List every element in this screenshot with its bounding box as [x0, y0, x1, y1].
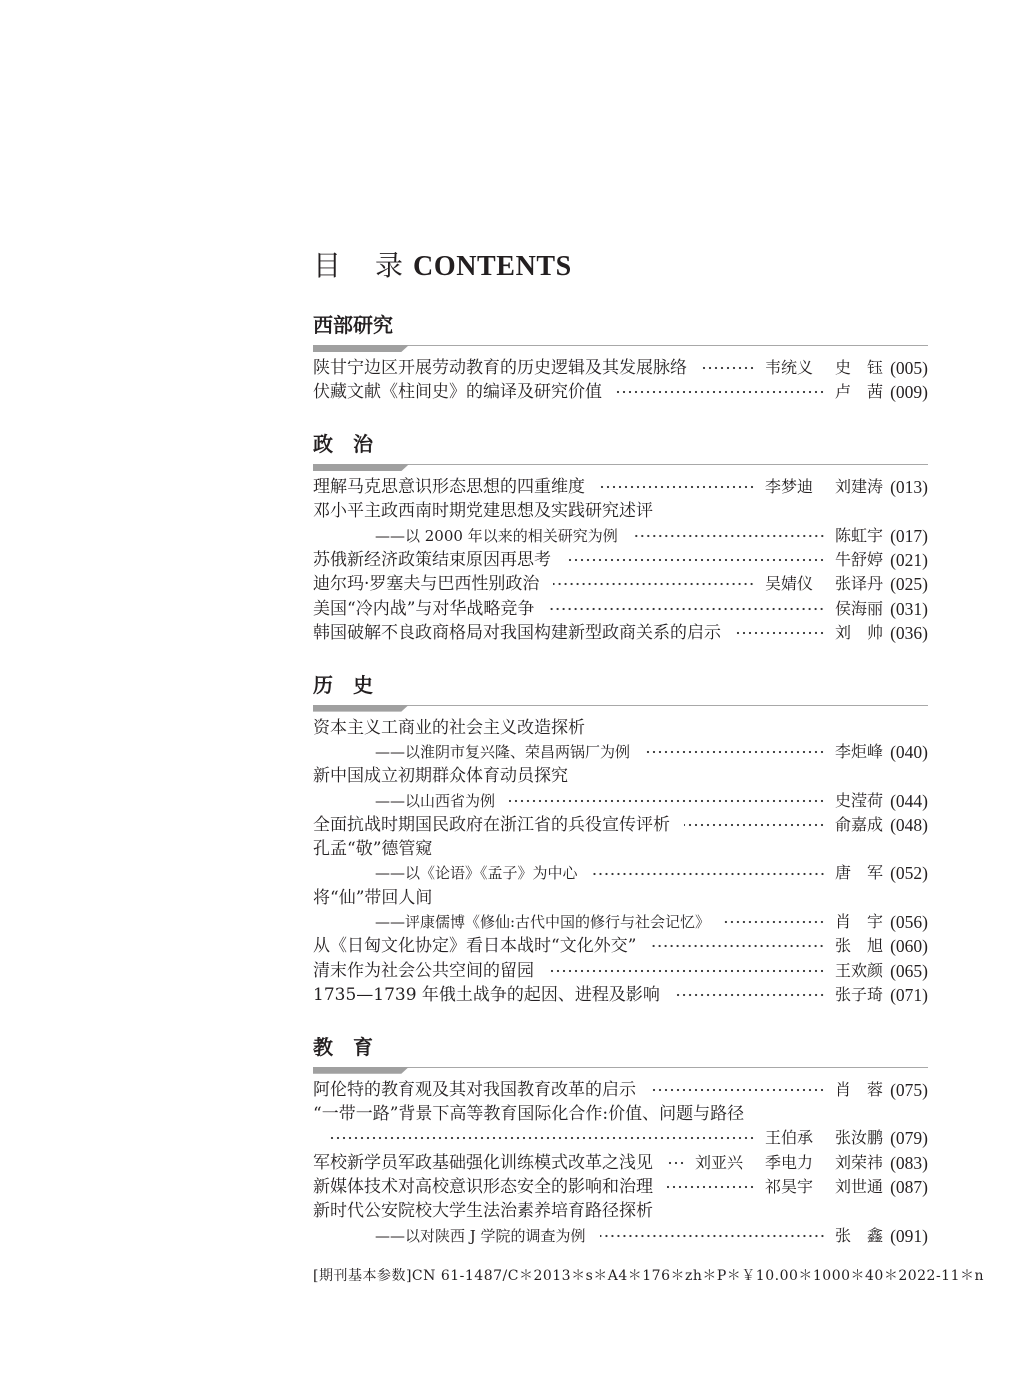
entry-subtitle: ——以 2000 年以来的相关研究为例: [375, 526, 618, 545]
entry-title: 军校新学员军政基础强化训练模式改革之浅见: [313, 1152, 653, 1173]
author-name: 卢 茜: [835, 382, 884, 402]
author-name: 张 旭: [835, 936, 884, 956]
author-name: 唐 军: [835, 863, 884, 883]
page-number: (048): [890, 814, 928, 835]
entry-title: 资本主义工商业的社会主义改造探析: [313, 717, 585, 738]
entry-title: “一带一路”背景下高等教育国际化合作:价值、问题与路径: [313, 1104, 745, 1125]
author-name: 刘建涛: [835, 477, 884, 497]
dot-leader: [599, 485, 755, 489]
dot-leader: [632, 534, 825, 538]
entry-title: 将“仙”带回人间: [313, 887, 433, 908]
toc-section: [313, 671, 928, 1008]
toc-entry: [313, 548, 928, 572]
section-rule: [313, 345, 928, 352]
entry-line: [313, 716, 928, 740]
dot-leader: [724, 920, 825, 924]
author-name: 史滢荷: [835, 790, 884, 810]
author-name: 张汝鹏: [835, 1128, 884, 1148]
table-of-contents: [313, 248, 985, 1286]
dot-leader: [553, 582, 755, 586]
entry-line: [313, 572, 928, 596]
entry-title: 伏藏文献《柱间史》的编译及研究价值: [313, 382, 602, 403]
toc-entry: [313, 983, 928, 1007]
toc-entry: [313, 380, 928, 404]
page-number: (005): [890, 358, 928, 378]
entry-line: [313, 983, 928, 1007]
entry-line: [313, 1126, 928, 1150]
author-name: 侯海丽: [835, 598, 884, 618]
entry-line: [313, 499, 928, 523]
page-number: (052): [890, 863, 928, 884]
entry-title: 理解马克思意识形态思想的四重维度: [313, 477, 585, 498]
entry-title: 陕甘宁边区开展劳动教育的历史逻辑及其发展脉络: [313, 358, 687, 378]
dot-leader: [548, 969, 825, 973]
page-title-cn: 目 录: [313, 249, 407, 282]
author-name: 肖 蓉: [835, 1079, 884, 1099]
entry-line: [313, 789, 928, 813]
dot-leader: [667, 1185, 755, 1189]
section-heading: 历 史: [313, 672, 373, 697]
author-name: 季电力: [765, 1152, 814, 1172]
entry-title: 韩国破解不良政商格局对我国构建新型政商关系的启示: [313, 622, 721, 643]
page-number: (017): [890, 525, 928, 546]
page-number: (056): [890, 912, 928, 933]
entry-line: [313, 475, 928, 499]
toc-entry: [313, 837, 928, 886]
toc-section: [313, 430, 928, 645]
page-number: (071): [890, 984, 928, 1005]
entry-title: 阿伦特的教育观及其对我国教育改革的启示: [313, 1079, 636, 1100]
page-number: (044): [890, 790, 928, 811]
dot-leader: [650, 944, 825, 948]
author-name: 李梦迪: [765, 477, 814, 497]
toc-entry: [313, 1102, 928, 1151]
entry-subtitle: ——以淮阴市复兴隆、荣昌两锅厂为例: [375, 742, 631, 761]
entry-title: 苏俄新经济政策结束原因再思考: [313, 549, 551, 570]
entry-title: 新中国成立初期群众体育动员探究: [313, 766, 568, 787]
section-heading: 西部研究: [313, 313, 393, 337]
entry-title: 1735—1739 年俄土战争的起因、进程及影响: [313, 984, 660, 1005]
dot-leader: [644, 750, 825, 754]
toc-entry: [313, 1078, 928, 1102]
toc-section: [313, 1033, 928, 1248]
author-name: 祁昊宇: [765, 1176, 814, 1196]
entry-line: [313, 910, 928, 934]
entry-line: [313, 524, 928, 548]
dot-leader: [684, 823, 825, 827]
author-name: 牛舒婷: [835, 549, 884, 569]
dot-leader: [650, 1088, 825, 1092]
author-name: 刘荣祎: [835, 1152, 884, 1172]
page-number: (021): [890, 549, 928, 570]
section-heading: 教 育: [313, 1034, 373, 1059]
section-rule: [313, 1067, 928, 1074]
dot-leader: [674, 993, 825, 997]
dot-leader: [600, 1234, 825, 1238]
page-number: (079): [890, 1128, 928, 1149]
page-number: (031): [890, 598, 928, 619]
page-number: (060): [890, 936, 928, 957]
author-name: 刘世通: [835, 1176, 884, 1196]
dot-leader: [565, 558, 825, 562]
page-number: (013): [890, 477, 928, 498]
entry-title: 新媒体技术对高校意识形态安全的影响和治理: [313, 1176, 653, 1197]
toc-entry: [313, 356, 928, 380]
entry-title: 邓小平主政西南时期党建思想及实践研究述评: [313, 501, 653, 522]
toc-section: [313, 311, 928, 405]
toc-entry: [313, 499, 928, 548]
toc-entry: [313, 597, 928, 621]
entry-line: [313, 934, 928, 958]
author-name: 王欢颜: [835, 960, 884, 980]
toc-entry: [313, 716, 928, 765]
entry-title: 全面抗战时期国民政府在浙江省的兵役宣传评析: [313, 814, 670, 835]
author-name: 刘亚兴: [695, 1152, 744, 1172]
entry-line: [313, 1078, 928, 1102]
author-name: 张译丹: [835, 574, 884, 594]
section-heading: 政 治: [313, 432, 373, 457]
entry-title: 美国“冷内战”与对华战略竞争: [313, 598, 535, 619]
toc-entry: [313, 813, 928, 837]
toc-entry: [313, 959, 928, 983]
entry-title: 新时代公安院校大学生法治素养培育路径探析: [313, 1201, 653, 1222]
author-name: 肖 宇: [835, 912, 884, 932]
dot-leader: [735, 631, 825, 635]
toc-entry: [313, 886, 928, 935]
journal-parameters: [期刊基本参数]CN 61-1487/C＊2013＊s＊A4＊176＊zh＊P＊￥10.00＊1000＊40＊2022-11＊n: [313, 1267, 985, 1284]
author-name: 韦统义: [765, 358, 814, 377]
page-title: [313, 248, 928, 284]
dot-leader: [616, 390, 825, 394]
page-title-en: CONTENTS: [413, 251, 572, 282]
entry-line: [313, 597, 928, 621]
toc-entry: [313, 1175, 928, 1199]
dot-leader: [667, 1161, 685, 1165]
entry-title: 迪尔玛·罗塞夫与巴西性别政治: [313, 574, 540, 595]
dot-leader: [701, 366, 755, 370]
entry-line: [313, 886, 928, 910]
page-number: (075): [890, 1079, 928, 1100]
page-number: (040): [890, 741, 928, 762]
entry-title: 孔孟“敬”德管窥: [313, 839, 433, 860]
entry-line: [313, 764, 928, 788]
toc-entry: [313, 1199, 928, 1248]
author-name: 王伯承: [765, 1128, 814, 1148]
author-name: 史 钰: [835, 358, 884, 377]
dot-leader: [509, 799, 825, 803]
entry-line: [313, 959, 928, 983]
toc-entry: [313, 934, 928, 958]
entry-subtitle: ——以《论语》《孟子》为中心: [375, 864, 578, 883]
toc-entry: [313, 475, 928, 499]
entry-subtitle: ——评康儒博《修仙:古代中国的修行与社会记忆》: [375, 913, 711, 932]
entry-title: 从《日匈文化协定》看日本战时“文化外交”: [313, 936, 637, 957]
page-number: (036): [890, 622, 928, 643]
entry-line: [313, 1199, 928, 1223]
entry-subtitle: ——以对陕西 J 学院的调查为例: [375, 1226, 586, 1245]
entry-line: [313, 1175, 928, 1199]
entry-title: 清末作为社会公共空间的留园: [313, 960, 534, 981]
author-name: 陈虹宇: [835, 525, 884, 545]
dot-leader: [330, 1136, 755, 1140]
page-number: (009): [890, 382, 928, 403]
page-number: (091): [890, 1225, 928, 1246]
toc-entry: [313, 764, 928, 813]
section-rule: [313, 705, 928, 712]
entry-line: [313, 1151, 928, 1175]
entry-line: [313, 380, 928, 404]
dot-leader: [548, 607, 825, 611]
author-name: 张 鑫: [835, 1225, 884, 1245]
entry-subtitle: ——以山西省为例: [375, 791, 496, 810]
toc-entry: [313, 1151, 928, 1175]
entry-line: [313, 861, 928, 885]
author-name: 张子琦: [835, 984, 884, 1004]
section-rule: [313, 464, 928, 471]
author-name: 刘 帅: [835, 622, 884, 642]
entry-line: [313, 813, 928, 837]
page-number: (083): [890, 1152, 928, 1173]
page-number: (065): [890, 960, 928, 981]
entry-line: [313, 1224, 928, 1248]
page-number: (087): [890, 1176, 928, 1197]
author-name: 俞嘉成: [835, 814, 884, 834]
entry-line: [313, 548, 928, 572]
dot-leader: [592, 872, 825, 876]
toc-entry: [313, 572, 928, 596]
author-name: 吴婧仪: [765, 574, 814, 594]
entry-line: [313, 837, 928, 861]
entry-line: [313, 356, 928, 380]
entry-line: [313, 1102, 928, 1126]
entry-line: [313, 621, 928, 645]
author-name: 李炬峰: [835, 741, 884, 761]
entry-line: [313, 740, 928, 764]
page-number: (025): [890, 574, 928, 595]
toc-entry: [313, 621, 928, 645]
